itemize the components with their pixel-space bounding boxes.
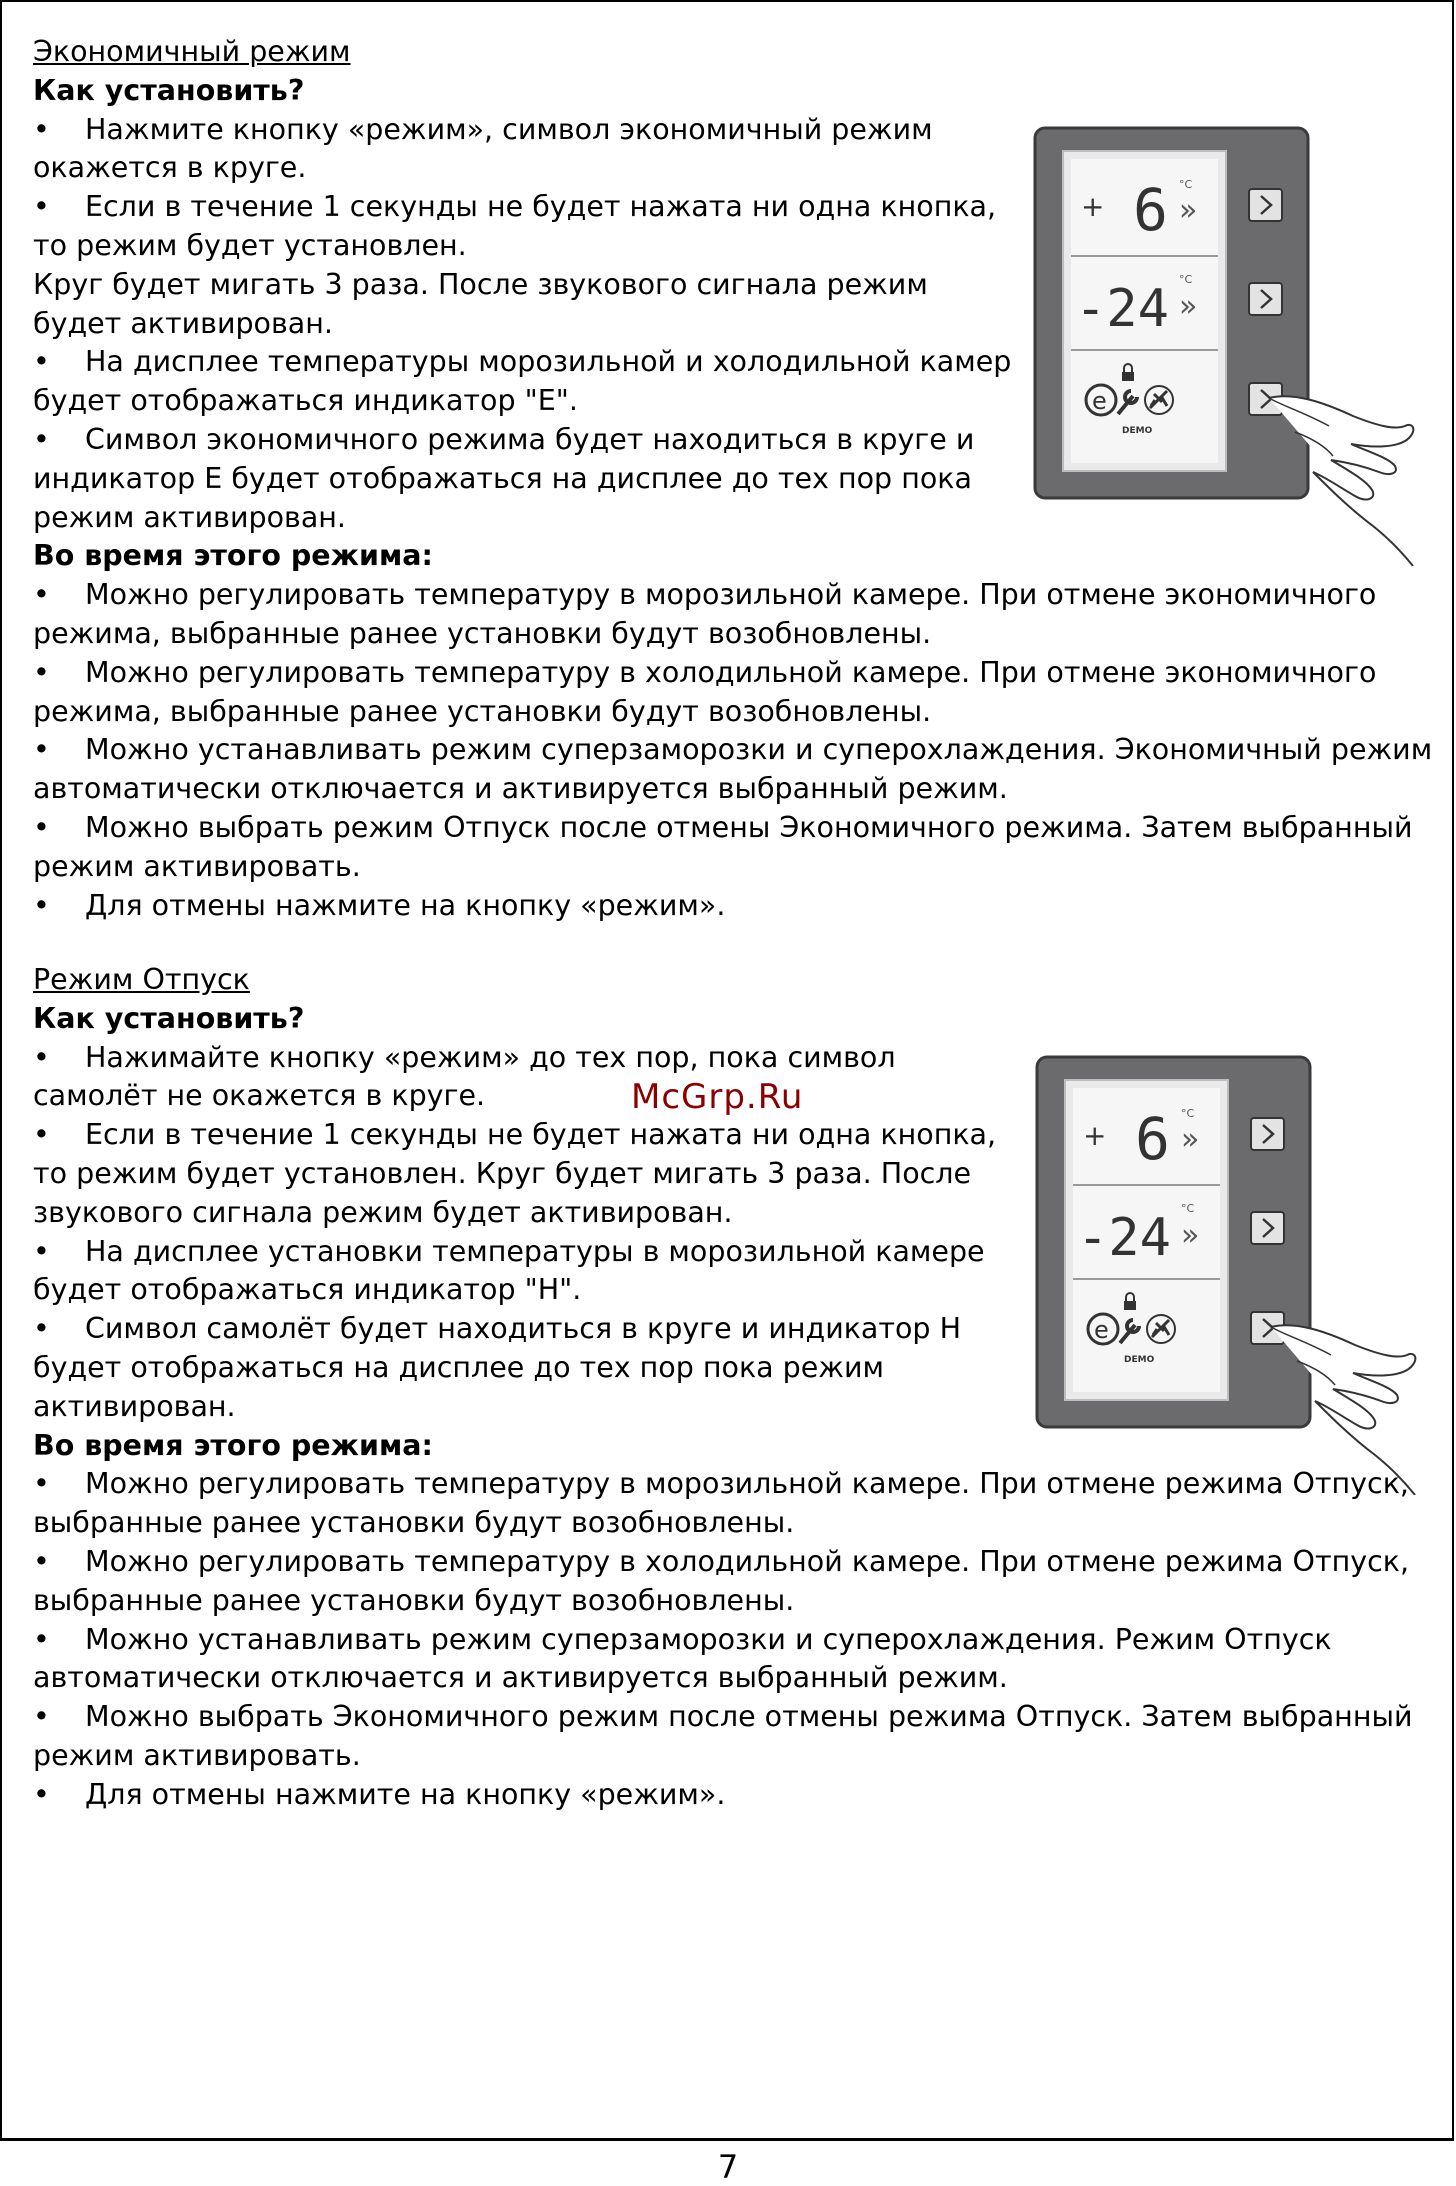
during-list [33, 1465, 1413, 1814]
line-text: то режим будет установлен. Круг будет мигать 3 раза. После [33, 1156, 972, 1190]
freezer-unit: °C [1181, 1202, 1195, 1215]
control-panel-illustration [1033, 126, 1423, 566]
line-text: Символ экономичного режима будет находиться в круге и [85, 422, 975, 456]
bullet-marker: • [33, 1234, 50, 1268]
freezer-boost-icon: » [1179, 289, 1198, 324]
bullet-marker: • [33, 1118, 50, 1152]
line-text: выбранные ранее установки будут возобновлены. [33, 1506, 795, 1540]
bullet-line [33, 576, 1413, 615]
line-text: будет отображаться индикатор "H". [33, 1273, 582, 1307]
fridge-temp: 6 [1135, 1105, 1170, 1173]
line-text: автоматически отключается и активируется выбранный режим. [33, 772, 1008, 806]
line-text: режим активировать. [33, 849, 361, 883]
line-text: Можно регулировать температуру в морозильной камере. При отмене режима Отпуск, [85, 1467, 1409, 1501]
fridge-boost-icon: » [1181, 1122, 1200, 1157]
fridge-unit: °C [1181, 1107, 1195, 1120]
line-text: режим активирован. [33, 500, 346, 534]
continuation-line [33, 1659, 1413, 1698]
demo-label: DEMO [1124, 1355, 1155, 1365]
line-text: будет отображаться на дисплее до тех пор пока режим [33, 1350, 885, 1384]
during-heading: Во время этого режима: [33, 1428, 433, 1462]
continuation-line [33, 848, 1413, 887]
bullet-marker: • [33, 578, 50, 612]
bullet-marker: • [33, 190, 50, 224]
line-text: Можно регулировать температуру в морозильной камере. При отмене экономичного [85, 578, 1377, 612]
bullet-marker: • [33, 1544, 50, 1578]
bullet-marker: • [33, 422, 50, 456]
bullet-line [33, 1698, 1413, 1737]
line-text: Можно выбрать режим Отпуск после отмены Экономичного режима. Затем выбранный [85, 810, 1413, 844]
freezer-boost-icon: » [1181, 1218, 1200, 1253]
fridge-arrow-button [1251, 1118, 1284, 1150]
line-text: Можно регулировать температуру в холодильной камере. При отмене экономичного [85, 655, 1377, 689]
bullet-marker: • [33, 345, 50, 379]
demo-label: DEMO [1122, 426, 1153, 436]
line-text: Можно выбрать Экономичного режим после отмены режима Отпуск. Затем выбранный [85, 1700, 1413, 1734]
bullet-line [33, 809, 1413, 848]
line-text: звукового сигнала режим будет активирован. [33, 1195, 733, 1229]
bullet-marker: • [33, 733, 50, 767]
line-text: индикатор E будет отображаться на дисплее до тех пор пока [33, 461, 972, 495]
bullet-line [33, 887, 1413, 926]
during-list [33, 576, 1433, 925]
line-text: На дисплее температуры морозильной и холодильной камер [85, 345, 1012, 379]
line-text: Символ самолёт будет находиться в круге и индикатор H [85, 1312, 962, 1346]
how-heading: Как установить? [33, 73, 305, 107]
svg-text:e: e [1092, 387, 1107, 415]
line-text: Можно регулировать температуру в холодильной камере. При отмене режима Отпуск, [85, 1544, 1410, 1578]
freezer-arrow-button [1249, 283, 1282, 315]
line-text: Круг будет мигать 3 раза. После звукового сигнала режим [33, 267, 928, 301]
continuation-line [33, 1504, 1413, 1543]
line-text: будет активирован. [33, 306, 333, 340]
line-text: Можно устанавливать режим суперзаморозки и суперохлаждения. Режим Отпуск [85, 1622, 1332, 1656]
fridge-sign: + [1083, 1119, 1107, 1152]
line-text: Нажимайте кнопку «режим» до тех пор, пока символ [85, 1040, 896, 1074]
bullet-line [33, 1621, 1413, 1660]
line-text: Нажмите кнопку «режим», символ экономичный режим [85, 112, 933, 146]
fridge-unit: °C [1179, 178, 1193, 191]
bullet-marker: • [33, 1312, 50, 1346]
fridge-sign: + [1081, 190, 1105, 223]
during-heading: Во время этого режима: [33, 539, 433, 573]
line-text: самолёт не окажется в круге. [33, 1079, 486, 1113]
bullet-marker: • [33, 1700, 50, 1734]
line-text: Если в течение 1 секунды не будет нажата ни одна кнопка, [85, 190, 997, 224]
line-text: режима, выбранные ранее установки будут возобновлены. [33, 616, 932, 650]
bullet-marker: • [33, 1777, 50, 1811]
line-text: режима, выбранные ранее установки будут возобновлены. [33, 694, 932, 728]
line-text: Для отмены нажмите на кнопку «режим». [85, 888, 726, 922]
fridge-temp: 6 [1133, 176, 1168, 244]
line-text: окажется в круге. [33, 151, 307, 185]
how-heading: Как установить? [33, 1001, 305, 1035]
continuation-line [33, 1582, 1413, 1621]
fridge-arrow-button [1249, 189, 1282, 221]
freezer-unit: °C [1179, 273, 1193, 286]
bullet-marker: • [33, 1467, 50, 1501]
fridge-boost-icon: » [1179, 193, 1198, 228]
line-text: выбранные ранее установки будут возобновлены. [33, 1583, 795, 1617]
line-text: режим активировать. [33, 1738, 361, 1772]
page-number: 7 [717, 2148, 739, 2186]
line-text: Если в течение 1 секунды не будет нажата ни одна кнопка, [85, 1118, 997, 1152]
section-title: Экономичный режим [33, 35, 351, 68]
bullet-line [33, 1543, 1413, 1582]
watermark: McGrp.Ru [631, 1077, 804, 1117]
bullet-marker: • [33, 1622, 50, 1656]
bullet-marker: • [33, 810, 50, 844]
continuation-line [33, 693, 1413, 732]
bullet-marker: • [33, 1040, 50, 1074]
freezer-temp: -24 [1075, 279, 1169, 339]
bullet-marker: • [33, 112, 50, 146]
line-text: активирован. [33, 1389, 236, 1423]
line-text: Можно устанавливать режим суперзаморозки и суперохлаждения. Экономичный режим [85, 733, 1433, 767]
line-text: будет отображаться индикатор "E". [33, 384, 578, 418]
section-title: Режим Отпуск [33, 963, 250, 996]
freezer-arrow-button [1251, 1212, 1284, 1244]
freezer-temp: -24 [1077, 1208, 1171, 1268]
continuation-line [33, 770, 1413, 809]
line-text: то режим будет установлен. [33, 228, 467, 262]
continuation-line [33, 615, 1413, 654]
bullet-line [33, 1776, 1413, 1815]
svg-text:e: e [1094, 1316, 1109, 1344]
bullet-marker: • [33, 655, 50, 689]
line-text: Для отмены нажмите на кнопку «режим». [85, 1777, 726, 1811]
line-text: На дисплее установки температуры в морозильной камере [85, 1234, 985, 1268]
line-text: автоматически отключается и активируется выбранный режим. [33, 1661, 1008, 1695]
bullet-marker: • [33, 888, 50, 922]
bullet-line [33, 654, 1413, 693]
control-panel-illustration [1035, 1055, 1425, 1495]
bullet-line [33, 731, 1433, 770]
continuation-line [33, 1737, 1413, 1776]
